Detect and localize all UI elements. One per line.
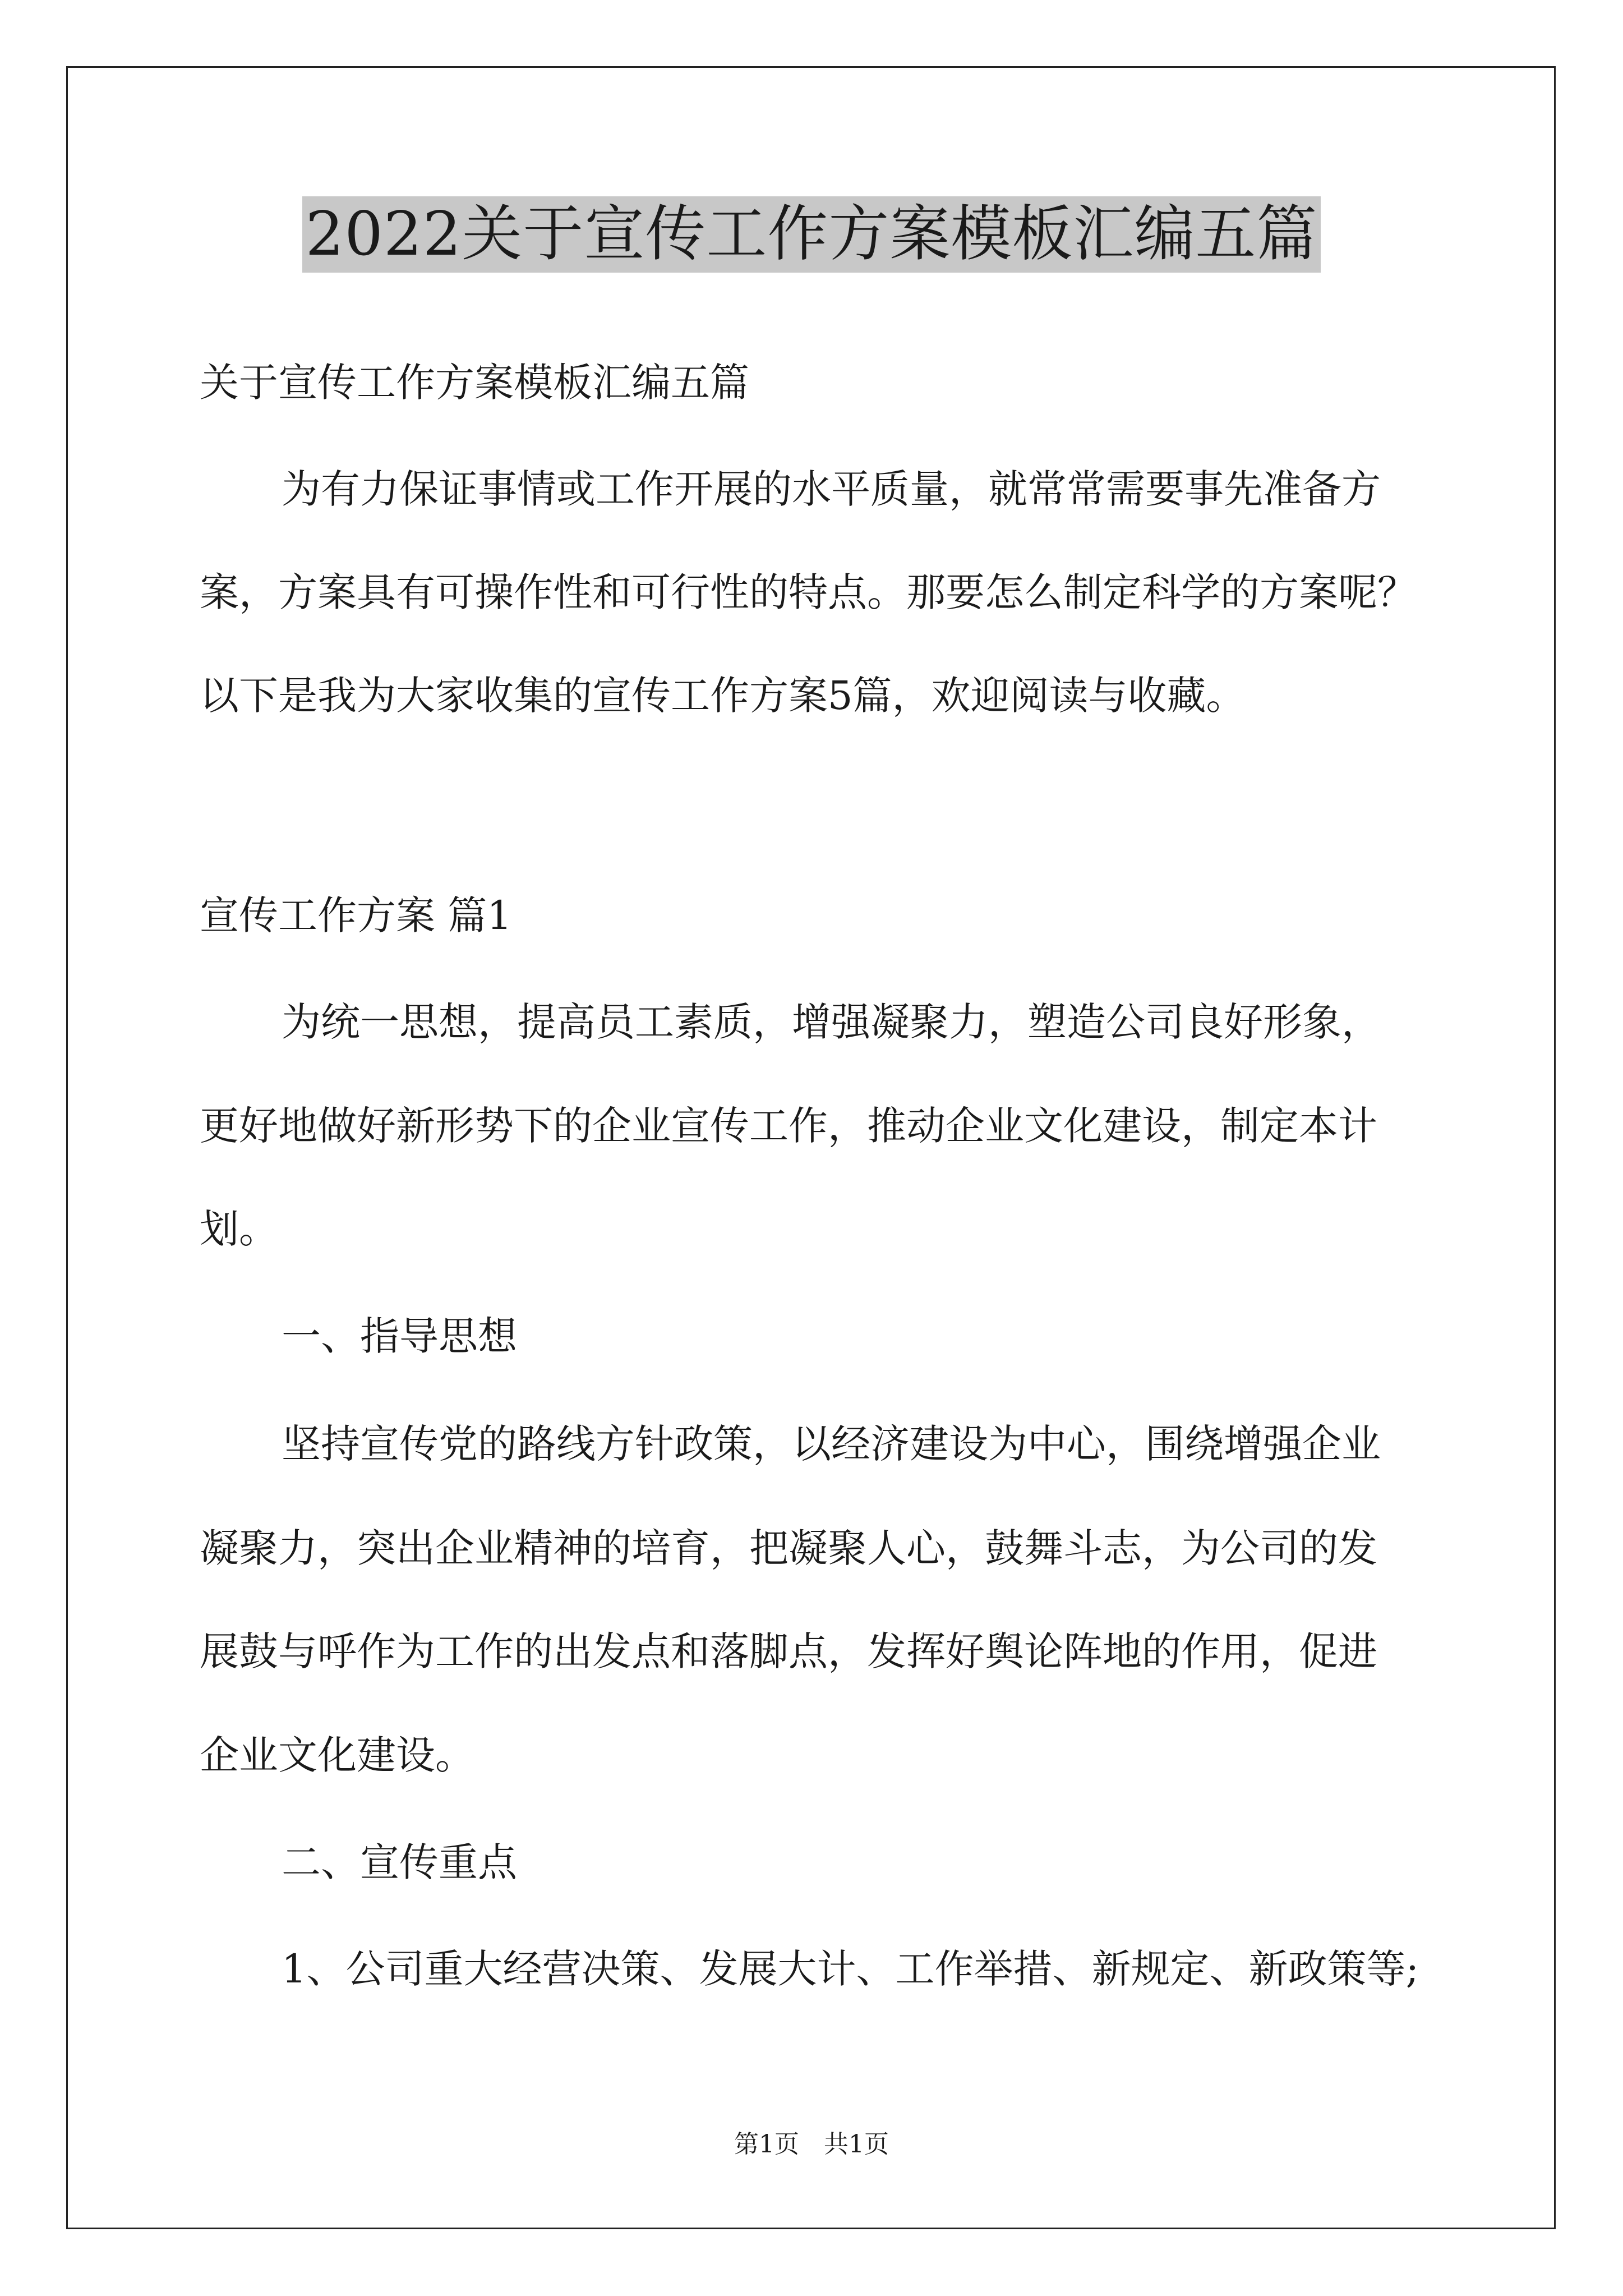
document-title: 2022关于宣传工作方案模板汇编五篇 xyxy=(302,196,1321,273)
subsection-heading: 二、宣传重点 xyxy=(282,1839,517,1885)
paragraph-line: 1、公司重大经营决策、发展大计、工作举措、新规定、新政策等; xyxy=(282,1946,1419,1992)
title-container xyxy=(0,196,1623,273)
paragraph-line: 划。 xyxy=(200,1206,278,1252)
paragraph-line: 为统一思想，提高员工素质，增强凝聚力，塑造公司良好形象， xyxy=(282,999,1381,1045)
paragraph-line: 案，方案具有可操作性和可行性的特点。那要怎么制定科学的方案呢？ xyxy=(200,569,1417,615)
paragraph-line: 展鼓与呼作为工作的出发点和落脚点，发挥好舆论阵地的作用，促进 xyxy=(200,1628,1377,1674)
paragraph-line: 为有力保证事情或工作开展的水平质量，就常常需要事先准备方 xyxy=(282,466,1381,512)
page-number-footer: 第1页 共1页 xyxy=(734,2130,889,2159)
paragraph-line: 更好地做好新形势下的企业宣传工作，推动企业文化建设，制定本计 xyxy=(200,1103,1377,1149)
subsection-heading: 一、指导思想 xyxy=(282,1313,517,1359)
paragraph-line: 企业文化建设。 xyxy=(200,1732,474,1778)
paragraph-line: 以下是我为大家收集的宣传工作方案5篇，欢迎阅读与收藏。 xyxy=(200,673,1246,719)
subtitle-line: 关于宣传工作方案模板汇编五篇 xyxy=(200,360,749,406)
section-heading: 宣传工作方案 篇1 xyxy=(200,892,512,938)
paragraph-line: 坚持宣传党的路线方针政策，以经济建设为中心，围绕增强企业 xyxy=(282,1421,1381,1467)
paragraph-line: 凝聚力，突出企业精神的培育，把凝聚人心，鼓舞斗志，为公司的发 xyxy=(200,1525,1377,1571)
